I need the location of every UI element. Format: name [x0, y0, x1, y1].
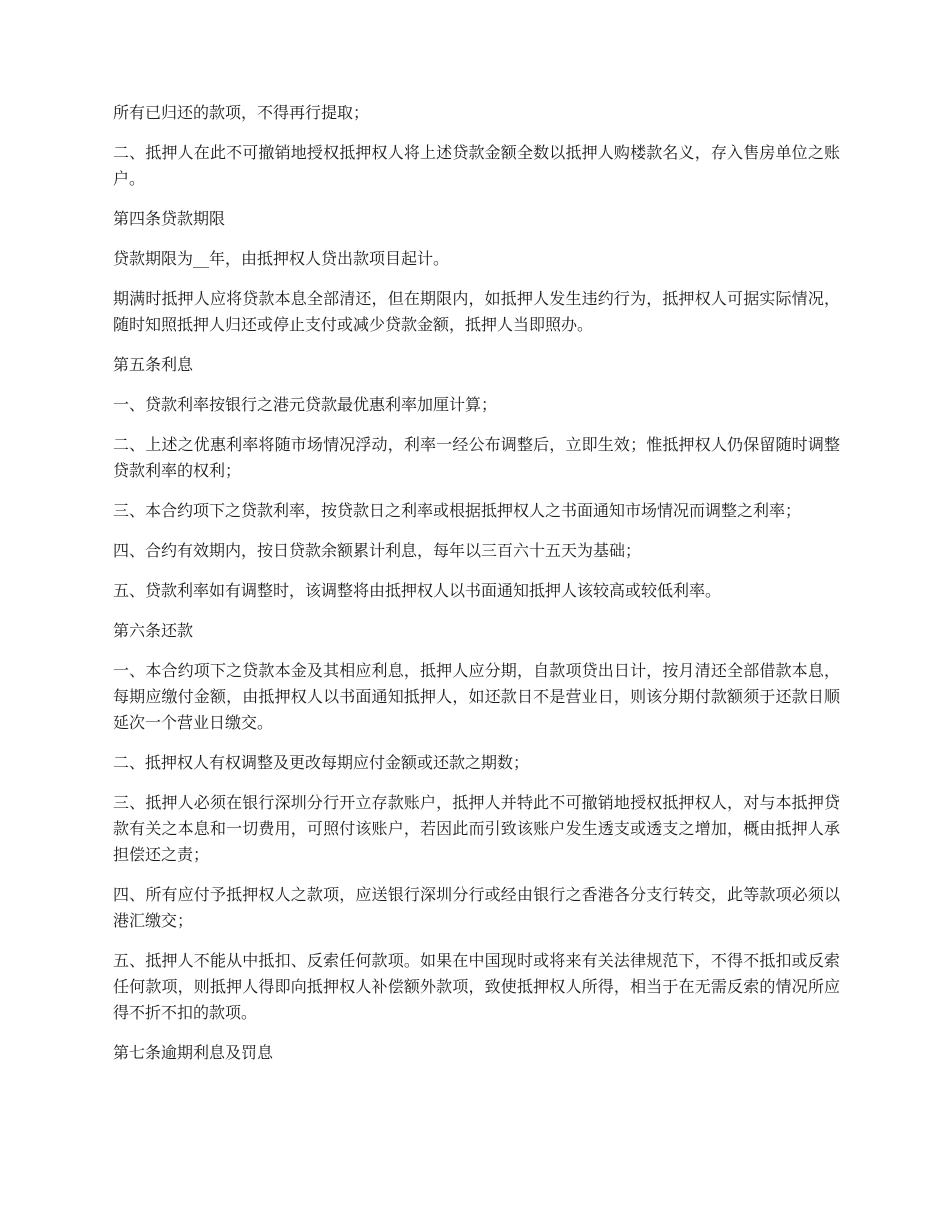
- section-heading-article-7: 第七条逾期利息及罚息: [113, 1043, 274, 1062]
- paragraph-returned-funds: 所有已归还的款项，不得再行提取；: [113, 103, 370, 122]
- paragraph-interest-clause-3: 三、本合约项下之贷款利率，按贷款日之利率或根据抵押权人之书面通知市场情况而调整之利率；: [113, 501, 802, 520]
- paragraph-repayment-clause-4: 四、所有应付予抵押权人之款项，应送银行深圳分行或经由银行之香港各分支行转交，此等款项必须以港汇缴交；: [113, 885, 840, 930]
- section-heading-article-4: 第四条贷款期限: [113, 209, 226, 228]
- paragraph-repayment-clause-1: 一、本合约项下之贷款本金及其相应利息，抵押人应分期，自款项贷出日计，按月清还全部借款本息，每期应缴付金额，由抵押权人以书面通知抵押人，如还款日不是营业日，则该分期付款额须于还款日顺延次一个营业日缴交。: [113, 661, 840, 732]
- paragraph-loan-term: 贷款期限为__年，由抵押权人贷出款项目起计。: [113, 249, 450, 268]
- paragraph-interest-clause-5: 五、贷款利率如有调整时，该调整将由抵押权人以书面通知抵押人该较高或较低利率。: [113, 581, 722, 600]
- section-heading-article-6: 第六条还款: [113, 621, 194, 640]
- paragraph-repayment-clause-2: 二、抵押权人有权调整及更改每期应付金额或还款之期数；: [113, 753, 530, 772]
- paragraph-interest-clause-2: 二、上述之优惠利率将随市场情况浮动，利率一经公布调整后，立即生效；惟抵押权人仍保留随时调整贷款利率的权利；: [113, 435, 840, 480]
- paragraph-deposit-authorization: 二、抵押人在此不可撤销地授权抵押权人将上述贷款金额全数以抵押人购楼款名义，存入售房单位之账户。: [113, 143, 840, 188]
- paragraph-repayment-clause-5: 五、抵押人不能从中抵扣、反索任何款项。如果在中国现时或将来有关法律规范下，不得不抵扣或反索任何款项，则抵押人得即向抵押权人补偿额外款项，致使抵押权人所得，相当于在无需反索的情况所应得不折不扣的款项。: [113, 951, 840, 1022]
- paragraph-repayment-clause-3: 三、抵押人必须在银行深圳分行开立存款账户，抵押人并特此不可撤销地授权抵押权人，对与本抵押贷款有关之本息和一切费用，可照付该账户，若因此而引致该账户发生透支或透支之增加，概由抵押人承担偿还之责；: [113, 793, 840, 864]
- paragraph-interest-clause-4: 四、合约有效期内，按日贷款余额累计利息，每年以三百六十五天为基础；: [113, 541, 642, 560]
- document-page: [113, 100, 840, 1080]
- section-heading-article-5: 第五条利息: [113, 355, 194, 374]
- paragraph-repayment-at-maturity: 期满时抵押人应将贷款本息全部清还，但在期限内，如抵押人发生违约行为，抵押权人可据实际情况，随时知照抵押人归还或停止支付或减少贷款金额，抵押人当即照办。: [113, 289, 840, 334]
- paragraph-interest-clause-1: 一、贷款利率按银行之港元贷款最优惠利率加厘计算；: [113, 395, 498, 414]
